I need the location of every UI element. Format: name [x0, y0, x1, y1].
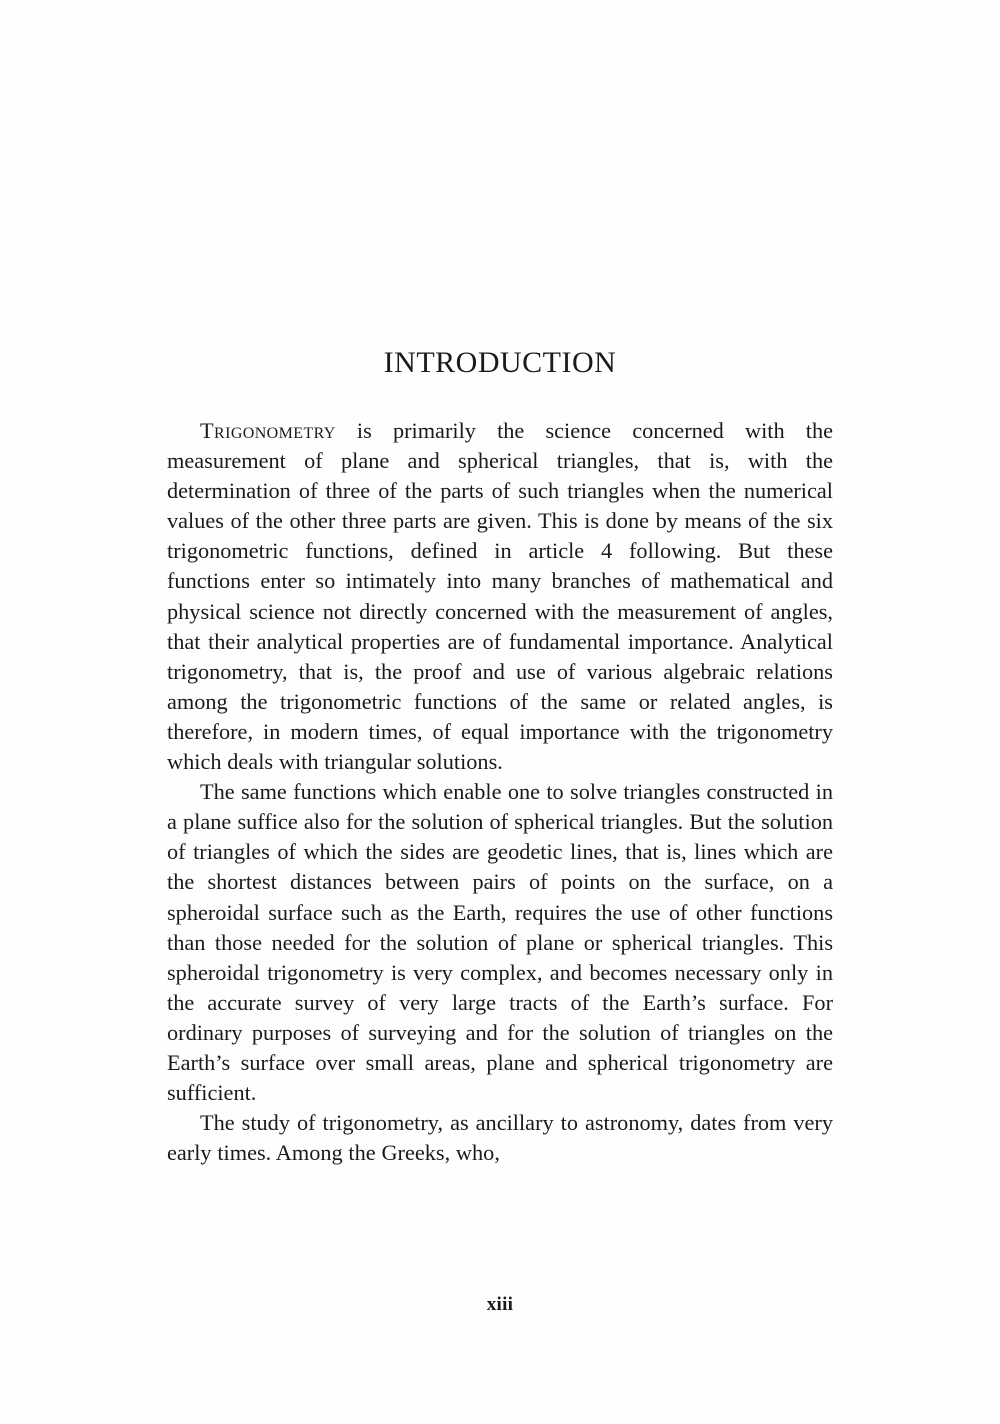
paragraph-1: [167, 416, 833, 777]
page-number-folio: xiii: [486, 1294, 514, 1315]
page-text-block: [167, 348, 833, 1168]
paragraph-2-text: The same functions which enable one to solve triangles constructed in a plane suffice also for the solution of spherical triangles. But the solution of triangles of which the sides are geodetic lines, that is, lines which are the shortest distances between pairs of points on the surface, on a spheroidal surface such as the Earth, requires the use of other functions than those needed for the solution of plane or spherical triangles. This spheroidal trigonometry is very complex, and becomes necessary only in the accurate survey of very large tracts of the Earth’s surface. For ordinary purposes of surveying and for the solution of triangles on the Earth’s surface over small areas, plane and spherical trigonometry are sufficient.: [167, 779, 833, 1106]
paragraph-3: [167, 1108, 833, 1168]
paragraph-1-text: is primarily the science concerned with the measurement of plane and spherical triangles, that is, with the determination of three of the parts of such triangles when the numerical values of the other three parts are given. This is done by means of the six trigonometric functions, defined in article 4 following. But these functions enter so intimately into many branches of mathematical and physical science not directly concerned with the measurement of angles, that their analytical properties are of fundamental importance. Analytical trigonometry, that is, the proof and use of various algebraic relations among the trigonometric functions of the same or related angles, is therefore, in modern times, of equal importance with the trigonometry which deals with triangular solutions.: [167, 418, 833, 775]
paragraph-2: [167, 777, 833, 1108]
paragraph-3-text: The study of trigonometry, as ancillary to astronomy, dates from very early times. Among the Greeks, who,: [167, 1110, 833, 1166]
page-title: INTRODUCTION: [383, 346, 617, 379]
lead-smallcaps-trigonometry: Trigonometry: [200, 418, 336, 443]
